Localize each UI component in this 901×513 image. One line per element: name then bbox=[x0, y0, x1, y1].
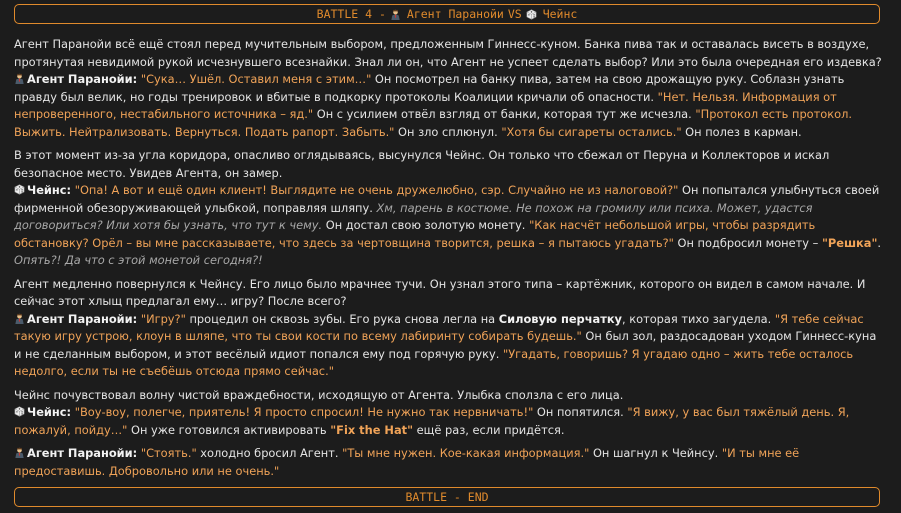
quote: "И ты мне её предоставишь. Добровольно или не очень." bbox=[14, 446, 800, 478]
narration: Он шагнул к Чейнсу. bbox=[589, 446, 722, 460]
agent-icon bbox=[14, 313, 25, 324]
ability-name: "Fix the Hat" bbox=[330, 422, 414, 437]
quote: "Я вижу, у вас был тяжёлый день. Я, пожалуй, пойду…" bbox=[14, 405, 850, 437]
quote: "Игру?" bbox=[140, 311, 186, 326]
narration: Агент медленно повернулся к Чейнсу. Его лицо было мрачнее тучи. Он узнал этого типа – картёжник, которого он видел в самом начале. И сейчас этот хлыщ предлагал ему… игру? После всего? bbox=[14, 276, 866, 308]
quote: "Стоять." bbox=[140, 446, 197, 460]
narration: холодно бросил Агент. bbox=[196, 446, 343, 460]
narration: Он зло сплюнул. bbox=[394, 124, 502, 139]
narration: Он был зол, раздосадован уходом Гиннесс-куна и не сделанным выбором, и этот весёлый идиот попался ему под горячую руку. bbox=[14, 329, 877, 361]
quote: "Как насчёт небольшой игры, чтобы разрядить обстановку? Орёл – вы мне рассказываете, что здесь за чертовщина творится, решка – я пытаюсь угадать?" bbox=[14, 218, 816, 250]
speaker-name: Агент Паранойи: bbox=[27, 72, 138, 86]
quote: "Воу-воу, полегче, приятель! Я просто спросил! Не нужно так нервничать!" bbox=[74, 405, 534, 419]
speaker-name: Агент Паранойи: bbox=[27, 446, 138, 460]
speaker-name: Чейнс: bbox=[27, 183, 72, 197]
narration: Он достал свою золотую монету. bbox=[322, 218, 530, 232]
quote-emphasis: "Решка" bbox=[821, 235, 878, 250]
story-paragraph-5 bbox=[14, 445, 884, 480]
inner-thought: Хм, парень в костюме. Не похож на громилу или психа. Может, удастся договориться? Или хотя бы узнать, что тут к чему. bbox=[14, 200, 813, 232]
narration: Он посмотрел на банку пива, затем на свою дрожащую руку. Соблазн узнать правду был велик, но годы тренировок и вбитые в подкорку протоколы Коалиции кричали об опасности. bbox=[14, 72, 845, 104]
battle-header bbox=[14, 4, 880, 24]
speaker-name: Чейнс: bbox=[27, 405, 72, 419]
narration: Он с усилием отвёл взгляд от банки, которая тут же исчезла. bbox=[313, 107, 696, 121]
agent-icon bbox=[14, 73, 25, 84]
narration: Он попытался улыбнуться своей фирменной обезоруживающей улыбкой, поправляя шляпу. bbox=[14, 183, 880, 215]
quote: "Ты мне нужен. Кое-какая информация." bbox=[342, 446, 590, 460]
quote: "Нет. Нельзя. Информация от непроверенного, нестабильного источника – яд." bbox=[14, 89, 837, 121]
narration: , которая тихо загудела. bbox=[621, 311, 775, 326]
narration: процедил он сквозь зубы. Его рука снова легла на bbox=[185, 311, 499, 326]
quote: "Опа! А вот и ещё один клиент! Выглядите не очень дружелюбно, сэр. Случайно не из налоговой?" bbox=[74, 183, 679, 197]
dice-icon bbox=[14, 406, 25, 417]
speaker-name: Агент Паранойи: bbox=[27, 311, 138, 326]
story-content bbox=[14, 36, 884, 486]
vs-label: VS bbox=[507, 6, 522, 21]
quote: "Хотя бы сигареты остались." bbox=[501, 124, 682, 139]
narration: Он уже готовился активировать bbox=[127, 422, 331, 437]
narration: Чейнс почувствовал волну чистой враждебности, исходящую от Агента. Улыбка сползла с его лица. bbox=[14, 387, 624, 402]
quote: "Угадать, говоришь? Я угадаю одно – жить тебе осталось недолго, если ты не съебёшь отсюда прямо сейчас." bbox=[14, 346, 854, 378]
dialogue-line bbox=[14, 404, 884, 439]
battle-end-label: BATTLE - END bbox=[405, 489, 489, 504]
dice-icon bbox=[14, 184, 25, 195]
agent-icon bbox=[390, 9, 401, 20]
story-paragraph-3 bbox=[14, 276, 884, 381]
agent-icon bbox=[14, 447, 25, 458]
battle-label: BATTLE 4 - bbox=[316, 6, 386, 21]
dialogue-line bbox=[14, 445, 884, 480]
inner-thought: Опять?! Да что с этой монетой сегодня?! bbox=[14, 253, 263, 267]
item-name: Силовую перчатку bbox=[498, 311, 622, 326]
battle-footer bbox=[14, 487, 880, 507]
dialogue-line bbox=[14, 311, 884, 381]
quote: "Сука… Ушёл. Оставил меня с этим…" bbox=[140, 72, 372, 86]
narration: ещё раз, если придётся. bbox=[413, 422, 565, 437]
narration: Он подбросил монету – bbox=[673, 235, 822, 250]
narration: Агент Паранойи всё ещё стоял перед мучительным выбором, предложенным Гиннесс-куном. Банка пива так и оставалась висеть в воздухе, протянутая невидимой рукой исчезнувшего всезнайки. Знал ли он, что Агент не успеет сделать выбор? Или это была очередная его издевка? bbox=[14, 37, 882, 69]
narration: . bbox=[877, 235, 882, 250]
story-paragraph-4 bbox=[14, 387, 884, 440]
narration: Он попятился. bbox=[533, 405, 628, 419]
dialogue-line bbox=[14, 71, 884, 141]
fighter1-name: Агент Паранойи bbox=[406, 6, 504, 21]
story-paragraph-1 bbox=[14, 36, 884, 141]
dice-icon bbox=[526, 9, 537, 20]
dialogue-line bbox=[14, 182, 884, 270]
fighter2-name: Чейнс bbox=[542, 6, 578, 21]
narration: Он полез в карман. bbox=[681, 124, 802, 139]
quote: "Я тебе сейчас такую игру устрою, клоун в шляпе, что ты свои кости по всему лабиринту собирать будешь." bbox=[14, 311, 864, 343]
quote: "Протокол есть протокол. Выжить. Нейтрализовать. Вернуться. Подать рапорт. Забыть." bbox=[14, 107, 853, 139]
story-paragraph-2 bbox=[14, 147, 884, 270]
narration: В этот момент из-за угла коридора, опасливо оглядываясь, высунулся Чейнс. Он только что сбежал от Перуна и Коллекторов и искал безопасное место. Увидев Агента, он замер. bbox=[14, 148, 830, 180]
